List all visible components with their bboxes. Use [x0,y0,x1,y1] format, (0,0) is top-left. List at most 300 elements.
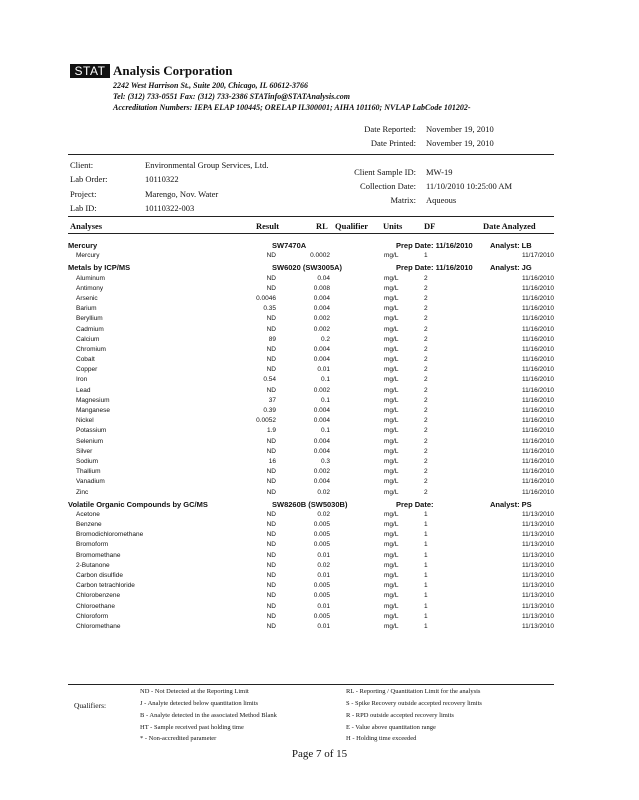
date-analyzed-value: 11/13/2010 [521,592,554,600]
unit-value: mg/L [384,551,399,559]
company-contact: Tel: (312) 733-0551 Fax: (312) 733-2386 STATinfo@STATAnalysis.com [113,92,350,101]
result-value: ND [266,356,276,364]
table-row [68,602,554,612]
unit-value: mg/L [384,561,399,569]
table-row [68,325,554,335]
table-row [68,335,554,345]
unit-value: mg/L [384,335,399,343]
date-analyzed-value: 11/16/2010 [521,284,554,292]
date-analyzed-value: 11/16/2010 [521,305,554,313]
divider [68,233,554,234]
unit-value: mg/L [384,325,399,333]
rl-value: 0.005 [313,592,330,600]
analyte-name: Aluminum [76,274,105,282]
result-value: ND [266,488,276,496]
rl-value: 0.01 [317,551,330,559]
col-analyses: Analyses [70,221,103,231]
qualifier-note: * - Non-accredited parameter [140,735,217,742]
analyte-name: Cadmium [76,325,104,333]
date-analyzed-value: 11/16/2010 [521,366,554,374]
result-value: ND [266,447,276,455]
df-value: 1 [424,531,428,539]
date-analyzed-value: 11/16/2010 [521,488,554,496]
analyte-name: Potassium [76,427,107,435]
unit-value: mg/L [384,468,399,476]
table-row [68,488,554,498]
unit-value: mg/L [384,294,399,302]
rl-value: 0.004 [313,437,330,445]
result-value: ND [266,366,276,374]
analyte-name: Benzene [76,521,102,529]
date-analyzed-value: 11/13/2010 [521,531,554,539]
result-value: ND [266,521,276,529]
unit-value: mg/L [384,541,399,549]
table-row [68,520,554,530]
lab-order-label: Lab Order: [70,174,108,184]
date-reported-value: November 19, 2010 [426,124,494,134]
df-value: 1 [424,561,428,569]
table-row [68,467,554,477]
analyte-name: Manganese [76,407,110,414]
section-header [68,241,554,251]
df-value: 2 [424,325,428,333]
table-row [68,612,554,622]
date-analyzed-value: 11/16/2010 [521,386,554,394]
analyte-name: Carbon tetrachloride [76,582,135,590]
accreditation-numbers: Accreditation Numbers: IEPA ELAP 100445; ORELAP IL300001; AIHA 101160; NVLAP LabCode 101202- [113,103,471,112]
section-name: Volatile Organic Compounds by GC/MS [68,499,208,509]
date-analyzed-value: 11/16/2010 [521,478,554,486]
table-row [68,365,554,375]
table-row [68,251,554,261]
result-value: 0.35 [263,305,276,313]
rl-value: 0.02 [317,510,330,518]
unit-value: mg/L [384,488,399,496]
unit-value: mg/L [384,612,399,620]
unit-value: mg/L [384,274,399,282]
col-units: Units [383,221,403,231]
qualifier-note: R - RPD outside accepted recovery limits [346,712,454,719]
matrix-value: Aqueous [426,195,457,205]
table-row [68,396,554,406]
df-value: 2 [424,274,428,282]
rl-value: 0.004 [313,447,330,455]
rl-value: 0.01 [317,602,330,610]
analyte-name: Arsenic [76,294,98,302]
rl-value: 0.004 [313,407,330,414]
date-analyzed-value: 11/16/2010 [521,345,554,353]
results-table [68,241,554,632]
rl-value: 0.02 [317,488,330,496]
unit-value: mg/L [384,572,399,579]
table-row [68,457,554,467]
result-value: ND [266,561,276,569]
unit-value: mg/L [384,407,399,414]
section-name: Mercury [68,241,98,250]
result-value: 16 [268,457,276,465]
date-analyzed-value: 11/16/2010 [521,468,554,476]
company-address: 2242 West Harrison St., Suite 200, Chicago, IL 60612-3766 [113,81,308,90]
df-value: 2 [424,437,428,445]
project-value: Marengo, Nov. Water [145,189,219,199]
rl-value: 0.01 [317,366,330,374]
rl-value: 0.04 [317,274,330,282]
table-row [68,304,554,314]
unit-value: mg/L [384,427,399,435]
date-analyzed-value: 11/16/2010 [521,447,554,455]
date-analyzed-value: 11/13/2010 [521,622,554,630]
analyte-name: Beryllium [76,315,103,323]
table-row [68,510,554,520]
date-analyzed-value: 11/16/2010 [521,417,554,425]
unit-value: mg/L [384,592,399,600]
divider [68,216,554,217]
date-analyzed-value: 11/16/2010 [521,335,554,343]
date-analyzed-value: 11/13/2010 [521,510,554,518]
stat-logo: STAT [70,64,110,78]
qualifier-note: E - Value above quantitation range [346,724,436,731]
section-analyst: Analyst: LB [490,241,532,250]
df-value: 2 [424,305,428,313]
analyte-name: Bromodichloromethane [76,531,144,539]
result-value: ND [266,541,276,549]
rl-value: 0.005 [313,612,330,620]
table-row [68,426,554,436]
client-sample-label: Client Sample ID: [354,167,416,177]
analyte-name: Zinc [76,488,89,496]
unit-value: mg/L [384,356,399,364]
section-method: SW6020 (SW3005A) [272,263,343,273]
analyte-name: Carbon disulfide [76,572,123,579]
table-row [68,284,554,294]
table-row [68,375,554,385]
rl-value: 0.02 [317,561,330,569]
unit-value: mg/L [384,376,399,384]
analyte-name: Bromomethane [76,551,121,559]
section-prep-date: Prep Date: 11/16/2010 [396,263,473,273]
client-label: Client: [70,160,94,170]
company-name: Analysis Corporation [113,63,233,78]
unit-value: mg/L [384,582,399,590]
date-analyzed-value: 11/16/2010 [521,457,554,465]
result-value: ND [266,386,276,394]
result-value: ND [266,531,276,539]
df-value: 1 [424,622,428,630]
rl-value: 0.005 [313,521,330,529]
analyte-name: Lead [76,386,91,394]
qualifier-note: HT - Sample received past holding time [140,724,244,731]
analyte-name: Chloromethane [76,622,121,630]
result-value: ND [266,274,276,282]
analyte-name: Barium [76,305,97,313]
table-row [68,386,554,396]
unit-value: mg/L [384,510,399,518]
qualifier-note: S - Spike Recovery outside accepted recovery limits [346,700,482,707]
df-value: 2 [424,417,428,425]
rl-value: 0.002 [313,325,330,333]
analyte-name: Selenium [76,437,104,445]
section-analyst: Analyst: PS [490,499,532,509]
analyte-name: Antimony [76,284,104,292]
section-method: SW8260B (SW5030B) [272,499,348,509]
unit-value: mg/L [384,531,399,539]
date-analyzed-value: 11/13/2010 [521,612,554,620]
date-analyzed-value: 11/13/2010 [521,582,554,590]
unit-value: mg/L [384,396,399,404]
df-value: 2 [424,345,428,353]
table-row [68,561,554,571]
analyte-name: Silver [76,447,93,455]
unit-value: mg/L [384,345,399,353]
analyte-name: Thallium [76,468,101,476]
df-value: 1 [424,510,428,518]
analyte-name: Acetone [76,510,100,518]
result-value: ND [266,345,276,353]
section-analyst: Analyst: JG [490,263,532,273]
lab-id-value: 10110322-003 [145,203,195,213]
unit-value: mg/L [384,602,399,610]
lab-order-value: 10110322 [145,174,179,184]
result-value: 0.54 [263,376,276,384]
unit-value: mg/L [384,521,399,529]
rl-value: 0.004 [313,356,330,364]
matrix-label: Matrix: [390,195,416,205]
result-value: 1.9 [266,427,276,435]
df-value: 2 [424,396,428,404]
col-result: Result [256,221,280,231]
date-analyzed-value: 11/16/2010 [521,407,554,414]
analyte-name: Iron [76,376,88,384]
analyte-name: Nickel [76,417,94,425]
rl-value: 0.004 [313,478,330,486]
table-row [68,571,554,581]
section-header [68,263,554,273]
result-value: ND [266,325,276,333]
rl-value: 0.004 [313,345,330,353]
analyte-name: Chlorobenzene [76,592,121,600]
df-value: 1 [424,252,428,260]
df-value: 2 [424,427,428,435]
table-row [68,345,554,355]
rl-value: 0.005 [313,582,330,590]
rl-value: 0.1 [320,396,330,404]
section-prep-date: Prep Date: [396,499,434,509]
df-value: 2 [424,315,428,323]
divider [68,684,554,685]
client-value: Environmental Group Services, Ltd. [145,160,269,170]
col-df: DF [424,221,436,231]
date-analyzed-value: 11/16/2010 [521,325,554,333]
date-analyzed-value: 11/16/2010 [521,294,554,302]
unit-value: mg/L [384,284,399,292]
analyte-name: Copper [76,366,98,374]
df-value: 1 [424,551,428,559]
client-sample-value: MW-19 [426,167,453,177]
table-row [68,437,554,447]
result-value: ND [266,315,276,323]
date-analyzed-value: 11/13/2010 [521,521,554,529]
collection-date-value: 11/10/2010 10:25:00 AM [426,181,513,191]
result-value: ND [266,468,276,476]
result-value: ND [266,622,276,630]
date-analyzed-value: 11/16/2010 [521,356,554,364]
result-value: ND [266,572,276,579]
table-row [68,406,554,416]
table-row [68,416,554,426]
df-value: 1 [424,602,428,610]
result-value: ND [266,510,276,518]
divider [68,154,554,155]
qualifier-note: RL - Reporting / Quantitation Limit for the analysis [346,688,481,695]
df-value: 1 [424,541,428,549]
result-value: ND [266,582,276,590]
df-value: 2 [424,335,428,343]
table-row [68,591,554,601]
df-value: 1 [424,572,428,579]
result-value: 0.39 [263,407,276,414]
date-analyzed-value: 11/17/2010 [521,252,554,260]
df-value: 2 [424,457,428,465]
df-value: 2 [424,447,428,455]
rl-value: 0.002 [313,386,330,394]
col-date-analyzed: Date Analyzed [483,221,536,231]
table-row [68,530,554,540]
df-value: 2 [424,478,428,486]
df-value: 2 [424,468,428,476]
date-analyzed-value: 11/16/2010 [521,396,554,404]
rl-value: 0.004 [313,294,330,302]
rl-value: 0.1 [320,376,330,384]
df-value: 1 [424,582,428,590]
section-header [68,500,554,510]
result-value: ND [266,437,276,445]
page-number: Page 7 of 15 [291,748,348,760]
result-value: ND [266,478,276,486]
analyte-name: Chloroethane [76,602,116,610]
table-row [68,540,554,550]
result-value: 89 [268,335,276,343]
date-analyzed-value: 11/13/2010 [521,561,554,569]
date-analyzed-value: 11/16/2010 [521,376,554,384]
col-rl: RL [316,221,328,231]
analyte-name: Cobalt [76,356,95,364]
unit-value: mg/L [384,457,399,465]
analyte-name: Chromium [76,345,106,353]
date-analyzed-value: 11/16/2010 [521,274,554,282]
rl-value: 0.008 [313,284,330,292]
df-value: 2 [424,488,428,496]
col-qualifier: Qualifier [335,221,369,231]
table-row [68,447,554,457]
table-row [68,294,554,304]
df-value: 2 [424,284,428,292]
result-value: ND [266,284,276,292]
date-analyzed-value: 11/13/2010 [521,602,554,610]
result-value: ND [266,612,276,620]
qualifiers-label: Qualifiers: [74,701,107,710]
unit-value: mg/L [384,447,399,455]
df-value: 2 [424,294,428,302]
date-analyzed-value: 11/13/2010 [521,572,554,579]
analyte-name: 2-Butanone [76,561,110,569]
qualifier-note: ND - Not Detected at the Reporting Limit [140,688,249,695]
analyte-name: Magnesium [76,396,110,404]
table-row [68,477,554,487]
result-value: 0.0046 [256,294,276,302]
analyte-name: Chloroform [76,612,109,620]
rl-value: 0.0002 [310,252,330,260]
lab-id-label: Lab ID: [70,203,97,213]
result-value: ND [266,602,276,610]
date-analyzed-value: 11/16/2010 [521,315,554,323]
section-name: Metals by ICP/MS [68,263,131,273]
df-value: 2 [424,356,428,364]
table-row [68,314,554,324]
rl-value: 0.005 [313,531,330,539]
analyte-name: Calcium [76,335,100,343]
df-value: 1 [424,521,428,529]
date-analyzed-value: 11/13/2010 [521,541,554,549]
rl-value: 0.01 [317,572,330,579]
rl-value: 0.3 [320,457,330,465]
unit-value: mg/L [384,386,399,394]
unit-value: mg/L [384,366,399,374]
project-label: Project: [70,189,97,199]
unit-value: mg/L [384,622,399,630]
df-value: 2 [424,386,428,394]
unit-value: mg/L [384,437,399,445]
analyte-name: Mercury [76,252,100,260]
rl-value: 0.002 [313,315,330,323]
result-value: ND [266,252,276,260]
unit-value: mg/L [384,315,399,323]
rl-value: 0.01 [317,622,330,630]
unit-value: mg/L [384,305,399,313]
rl-value: 0.1 [320,427,330,435]
result-value: 0.0052 [256,417,276,425]
rl-value: 0.2 [320,335,330,343]
table-row [68,551,554,561]
rl-value: 0.004 [313,305,330,313]
unit-value: mg/L [384,478,399,486]
analyte-name: Sodium [76,457,99,465]
table-row [68,581,554,591]
result-value: ND [266,551,276,559]
section-prep-date: Prep Date: 11/16/2010 [396,241,473,250]
date-analyzed-value: 11/16/2010 [521,427,554,435]
result-value: ND [266,592,276,600]
unit-value: mg/L [384,252,399,260]
analyte-name: Vanadium [76,478,105,486]
date-analyzed-value: 11/16/2010 [521,437,554,445]
table-row [68,355,554,365]
df-value: 2 [424,407,428,414]
qualifier-note: H - Holding time exceeded [346,735,417,742]
df-value: 1 [424,612,428,620]
unit-value: mg/L [384,417,399,425]
df-value: 2 [424,366,428,374]
date-printed-value: November 19, 2010 [426,138,494,148]
qualifier-note: B - Analyte detected in the associated Method Blank [140,712,277,719]
df-value: 2 [424,376,428,384]
qualifier-note: J - Analyte detected below quantitation limits [140,700,259,707]
section-method: SW7470A [272,241,307,250]
rl-value: 0.002 [313,468,330,476]
table-row [68,274,554,284]
date-printed-label: Date Printed: [370,138,416,148]
collection-date-label: Collection Date: [360,181,416,191]
analyte-name: Bromoform [76,541,109,549]
